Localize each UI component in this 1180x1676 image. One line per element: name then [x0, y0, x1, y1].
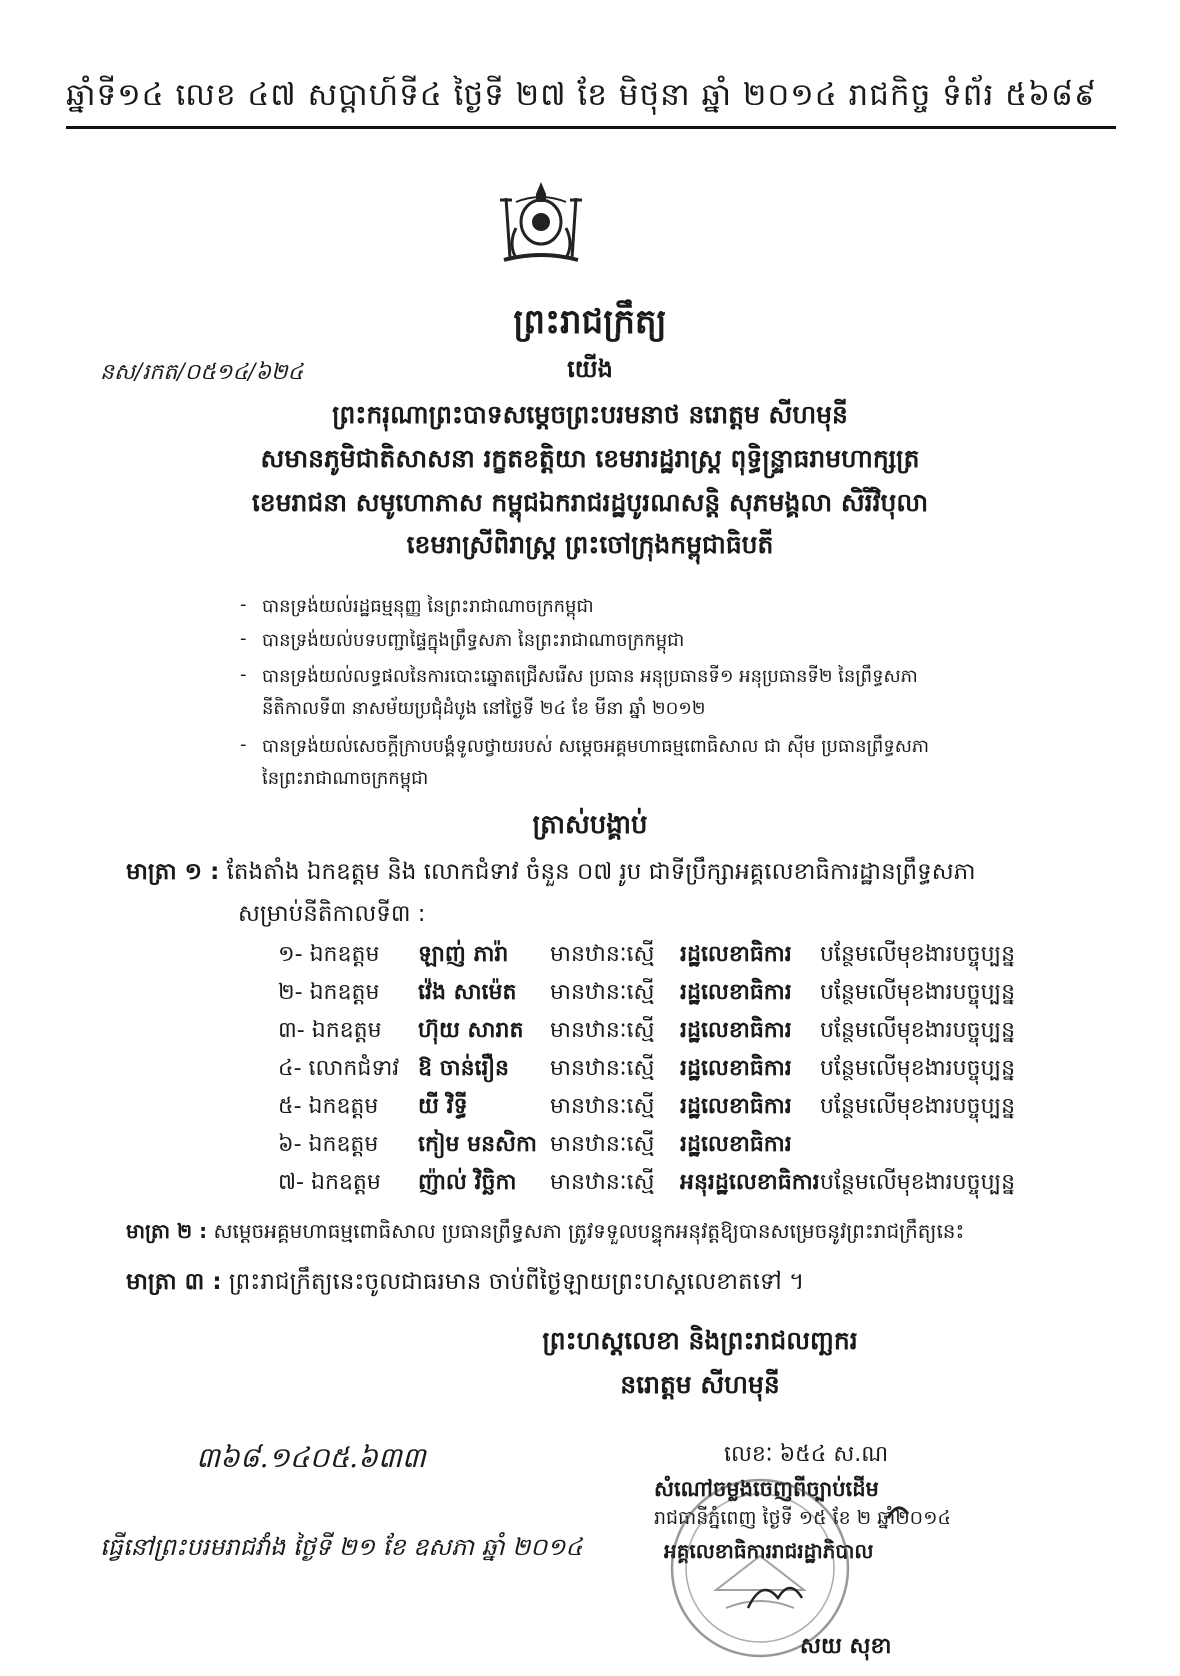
- decree-heading: ត្រាស់បង្គាប់: [532, 810, 648, 840]
- consideration-item: - បានទ្រង់យល់រដ្ឋធម្មនុញ្ញ នៃព្រះរាជាណាចក្រកម្ពុជា: [240, 594, 594, 617]
- appointee-note: បន្ថែមលើមុខងារបច្ចុប្បន្ន: [820, 1094, 1016, 1119]
- appointee-note: បន្ថែមលើមុខងារបច្ចុប្បន្ន: [820, 1018, 1016, 1043]
- royal-title-line: ខេមរាស្រីពិរាស្ត្រ ព្រះចៅក្រុងកម្ពុជាធិបតី: [406, 530, 774, 559]
- stamp-certified-copy: សំណៅចម្លងចេញពីច្បាប់ដើម: [654, 1477, 879, 1501]
- royal-title-line: ខេមរាជនា សមូហោភាស កម្ពុជឯករាជរដ្ឋបូរណសន្តិ សុភមង្គលា សិរីវិបុលា: [251, 488, 929, 517]
- appointee-number: ៦- ឯកឧត្តម: [278, 1132, 379, 1157]
- appointee-position: រដ្ឋលេខាធិការ: [680, 1018, 792, 1043]
- article-label: មាត្រា ៣ :: [126, 1269, 222, 1295]
- appointee-rank: មានឋានៈស្មើ: [550, 1056, 655, 1081]
- appointee-note: បន្ថែមលើមុខងារបច្ចុប្បន្ន: [820, 980, 1016, 1005]
- appointee-name: ឱ ចាន់រឿន: [418, 1056, 510, 1081]
- appointee-name: កៀម មនសិកា: [418, 1132, 537, 1157]
- appointee-number: ៣- ឯកឧត្តម: [278, 1018, 382, 1043]
- appointee-rank: មានឋានៈស្មើ: [550, 942, 655, 967]
- appointee-number: ៧- ឯកឧត្តម: [278, 1170, 381, 1195]
- article-1: មាត្រា ១ : តែងតាំង ឯកឧត្តម និង លោកជំទាវ ចំនួន ០៧ រូប ជាទីប្រឹក្សាអគ្គលេខាធិការដ្ឋានព្រឹទ្ធសភា: [126, 859, 976, 885]
- document-title: ព្រះរាជក្រឹត្យ: [513, 302, 667, 342]
- appointee-rank: មានឋានៈស្មើ: [550, 980, 655, 1005]
- signature-title: ព្រះហស្តលេខា និងព្រះរាជលញ្ឆករ: [542, 1326, 858, 1355]
- appointee-name: ឡាញ់ ភារ៉ា: [418, 942, 509, 967]
- header-rule: [66, 126, 1116, 129]
- stamp-signer: សយ សុខា: [800, 1634, 892, 1659]
- appointee-position: អនុរដ្ឋលេខាធិការ: [680, 1170, 820, 1195]
- appointee-name: ញ៉ាល់ វិច្ឆិកា: [418, 1170, 517, 1195]
- appointee-position: រដ្ឋលេខាធិការ: [680, 1056, 792, 1081]
- appointee-name: វ៉េង សាម៉េត: [418, 980, 517, 1005]
- we-heading: យើង: [567, 355, 613, 383]
- place-and-date: ធ្វើនៅព្រះបរមរាជវាំង ថ្ងៃទី ២១ ខែ ឧសភា ឆ្នាំ ២០១៤: [100, 1533, 583, 1561]
- appointee-number: ៥- ឯកឧត្តម: [278, 1094, 379, 1119]
- article-1-continuation: សម្រាប់នីតិកាលទី៣ :: [238, 901, 426, 927]
- stamp-number: លេខៈ ៦៥៤ ស.ណ: [724, 1442, 889, 1467]
- appointee-number: ៤- លោកជំទាវ: [278, 1056, 400, 1081]
- appointee-rank: មានឋានៈស្មើ: [550, 1094, 655, 1119]
- appointee-rank: មានឋានៈស្មើ: [550, 1170, 655, 1195]
- royal-coat-of-arms-icon: [486, 178, 596, 272]
- signature-name: នរោត្តម សីហមុនី: [620, 1370, 780, 1399]
- consideration-continuation: នីតិកាលទី៣ នាសម័យប្រជុំដំបូង នៅថ្ងៃទី ២៤ ខែ មីនា ឆ្នាំ ២០១២: [262, 698, 706, 719]
- article-3: មាត្រា ៣ : ព្រះរាជក្រឹត្យនេះចូលជាធរមាន ចាប់ពីថ្ងៃឡាយព្រះហស្តលេខាតទៅ ។: [126, 1269, 805, 1295]
- official-seal-icon: [640, 1418, 920, 1662]
- appointee-number: ២- ឯកឧត្តម: [278, 980, 380, 1005]
- article-2: មាត្រា ២ : សម្តេចអគ្គមហាធម្មពោធិសាល ប្រធានព្រឹទ្ធសភា ត្រូវទទួលបន្ទុកអនុវត្តឱ្យបានសម្រេចនូវព្រះរាជក្រឹត្យនេះ: [126, 1219, 965, 1243]
- royal-title-line: ព្រះករុណាព្រះបាទសម្តេចព្រះបរមនាថ នរោត្តម សីហមុនី: [332, 400, 848, 429]
- appointee-note: បន្ថែមលើមុខងារបច្ចុប្បន្ន: [820, 942, 1016, 967]
- appointee-position: រដ្ឋលេខាធិការ: [680, 1094, 792, 1119]
- handwritten-reference: ៣៦៨.១៤០៥.៦៣៣: [196, 1441, 426, 1474]
- reference-number: នស/រកត/០៥១៤/៦២៤: [100, 360, 304, 385]
- stamp-place-date: រាជធានីភ្នំពេញ ថ្ងៃទី ១៥ ខែ ២ ឆ្នាំ២០១៤: [654, 1507, 951, 1529]
- appointee-note: បន្ថែមលើមុខងារបច្ចុប្បន្ន: [820, 1056, 1016, 1081]
- consideration-item: - បានទ្រង់យល់លទ្ធផលនៃការបោះឆ្នោតជ្រើសរើស ប្រធាន អនុប្រធានទី១ អនុប្រធានទី២ នៃព្រឹទ្ធសភា: [240, 664, 918, 687]
- appointee-rank: មានឋានៈស្មើ: [550, 1018, 655, 1043]
- consideration-item: - បានទ្រង់យល់សេចក្តីក្រាបបង្គំទូលថ្វាយរបស់ សម្តេចអគ្គមហាធម្មពោធិសាល ជា ស៊ីម ប្រធានព្រឹទ្ធសភា: [240, 734, 930, 757]
- consideration-item: - បានទ្រង់យល់បទបញ្ជាផ្ទៃក្នុងព្រឹទ្ធសភា នៃព្រះរាជាណាចក្រកម្ពុជា: [240, 628, 685, 651]
- appointee-note: បន្ថែមលើមុខងារបច្ចុប្បន្ន: [820, 1170, 1016, 1195]
- gazette-header: ឆ្នាំទី១៤ លេខ ៤៧ សប្តាហ៍ទី៤ ថ្ងៃទី ២៧ ខែ មិថុនា ឆ្នាំ ២០១៤ រាជកិច្ច ទំព័រ ៥៦៨៩: [66, 77, 1097, 113]
- article-label: មាត្រា ១ :: [126, 859, 220, 885]
- appointee-name: យី វិទ្ធី: [418, 1094, 468, 1119]
- royal-title-line: សមានភូមិជាតិសាសនា រក្ខតខត្តិយា ខេមរារដ្ឋរាស្ត្រ ពុទ្ធិន្ទ្រាធរាមហាក្សត្រ: [260, 444, 920, 473]
- stamp-office: អគ្គលេខាធិការរាជរដ្ឋាភិបាល: [664, 1539, 874, 1563]
- appointee-number: ១- ឯកឧត្តម: [278, 942, 380, 967]
- appointee-position: រដ្ឋលេខាធិការ: [680, 980, 792, 1005]
- article-label: មាត្រា ២ :: [126, 1219, 208, 1243]
- appointee-name: ហ៊ុយ សារាត: [418, 1018, 524, 1043]
- consideration-continuation: នៃព្រះរាជាណាចក្រកម្ពុជា: [262, 768, 429, 789]
- appointee-position: រដ្ឋលេខាធិការ: [680, 942, 792, 967]
- appointee-rank: មានឋានៈស្មើ: [550, 1132, 655, 1157]
- appointee-position: រដ្ឋលេខាធិការ: [680, 1132, 792, 1157]
